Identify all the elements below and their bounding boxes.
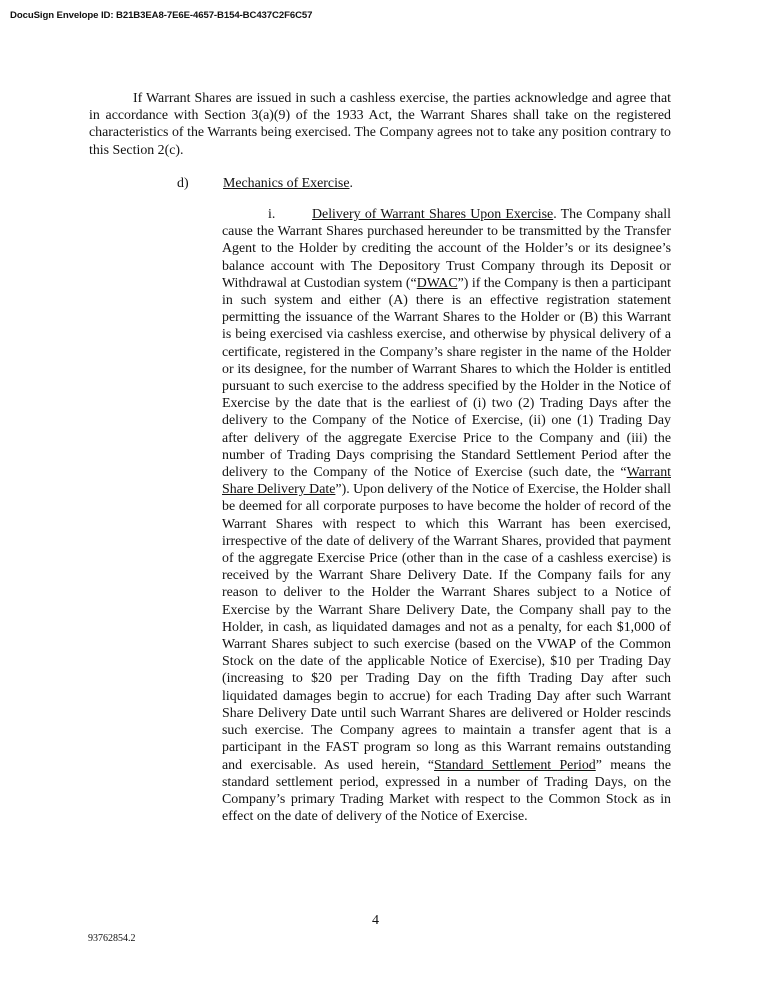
item-i-text-3: ”). Upon delivery of the Notice of Exercise, the Holder shall be deemed for all corporate purposes to have become the holder of record of the Warrant Shares with respect to which this Warrant has been exercised, irrespective of the date of delivery of the Warrant Shares, provided that payment of the aggregate Exercise Price (other than in the case of a cashless exercise) is received by the Warrant Share Delivery Date. If the Company fails for any reason to deliver to the Holder the Warrant Shares subject to a Notice of Exercise by the Warrant Share Delivery Date, the Company shall pay to the Holder, in cash, as liquidated damages and not as a penalty, for each $1,000 of Warrant Shares subject to such exercise (based on the VWAP of the Common Stock on the date of the applicable Notice of Exercise), $10 per Trading Day (increasing to $20 per Trading Day on the fifth Trading Day after such liquidated damages begin to accrue) for each Trading Day after such Warrant Share Delivery Date until such Warrant Shares are delivered or Holder rescinds such exercise. The Company agrees to maintain a transfer agent that is a participant in the FAST program so long as this Warrant remains outstanding and exercisable. As used herein, “ [222,482,672,773]
page-number: 4 [372,913,379,928]
section-d-heading-text: Mechanics of Exercise [223,176,350,191]
item-i-text-1: . The Company shall cause the Warrant Shares purchased hereunder to be transmitted by the Transfer Agent to the Holder by crediting the account of the Holder’s or its designee’s balance account with The Depository Trust Company through its Deposit or Withdrawal at Custodian system (“ [222,207,671,291]
item-i-text-4: ” means the standard settlement period, expressed in a number of Trading Days, on the Company’s primary Trading Market with respect to the Common Stock as in effect on the date of delivery of the Notice of Exercise. [222,757,671,825]
item-i-number: i. [268,207,276,222]
section-d-heading-end: . [349,176,353,191]
item-i-text-2: ”) if the Company is then a participant in such system and either (A) there is an effective registration statement permitting the issuance of the Warrant Shares to the Holder or (B) this Warrant is being exercised via cashless exercise, and otherwise by physical delivery of a certificate, registered in the Company’s share register in the name of the Holder or its designee, for the number of Warrant Shares to which the Holder is entitled pursuant to such exercise to the address specified by the Holder in the Notice of Exercise by the date that is the earliest of (i) two (2) Trading Days after the delivery to the Company of the Notice of Exercise, (ii) one (1) Trading Day after delivery of the aggregate Exercise Price to the Company and (iii) the number of Trading Days comprising the Standard Settlement Period after the delivery to the Company of the Notice of Exercise (such date, the “ [222,275,672,481]
document-id: 93762854.2 [88,933,136,944]
section-d-heading [223,175,353,192]
item-i-heading: Delivery of Warrant Shares Upon Exercise [312,207,554,222]
term-standard-settlement-period: Standard Settlement Period [434,757,596,773]
intro-paragraph: If Warrant Shares are issued in such a cashless exercise, the parties acknowledge and agree that in accordance with Section 3(a)(9) of the 1933 Act, the Warrant Shares shall take on the registered characteristics of the Warrants being exercised. The Company agrees not to take any position contrary to this Section 2(c). [89,91,671,158]
item-i-paragraph [222,206,671,825]
envelope-id: DocuSign Envelope ID: B21B3EA8-7E6E-4657-B154-BC437C2F6C57 [10,10,313,21]
term-dwac: DWAC [416,275,458,291]
section-d-label: d) [177,176,189,191]
term-warrant-share-delivery-date: Warrant Share Delivery Date [222,465,671,498]
